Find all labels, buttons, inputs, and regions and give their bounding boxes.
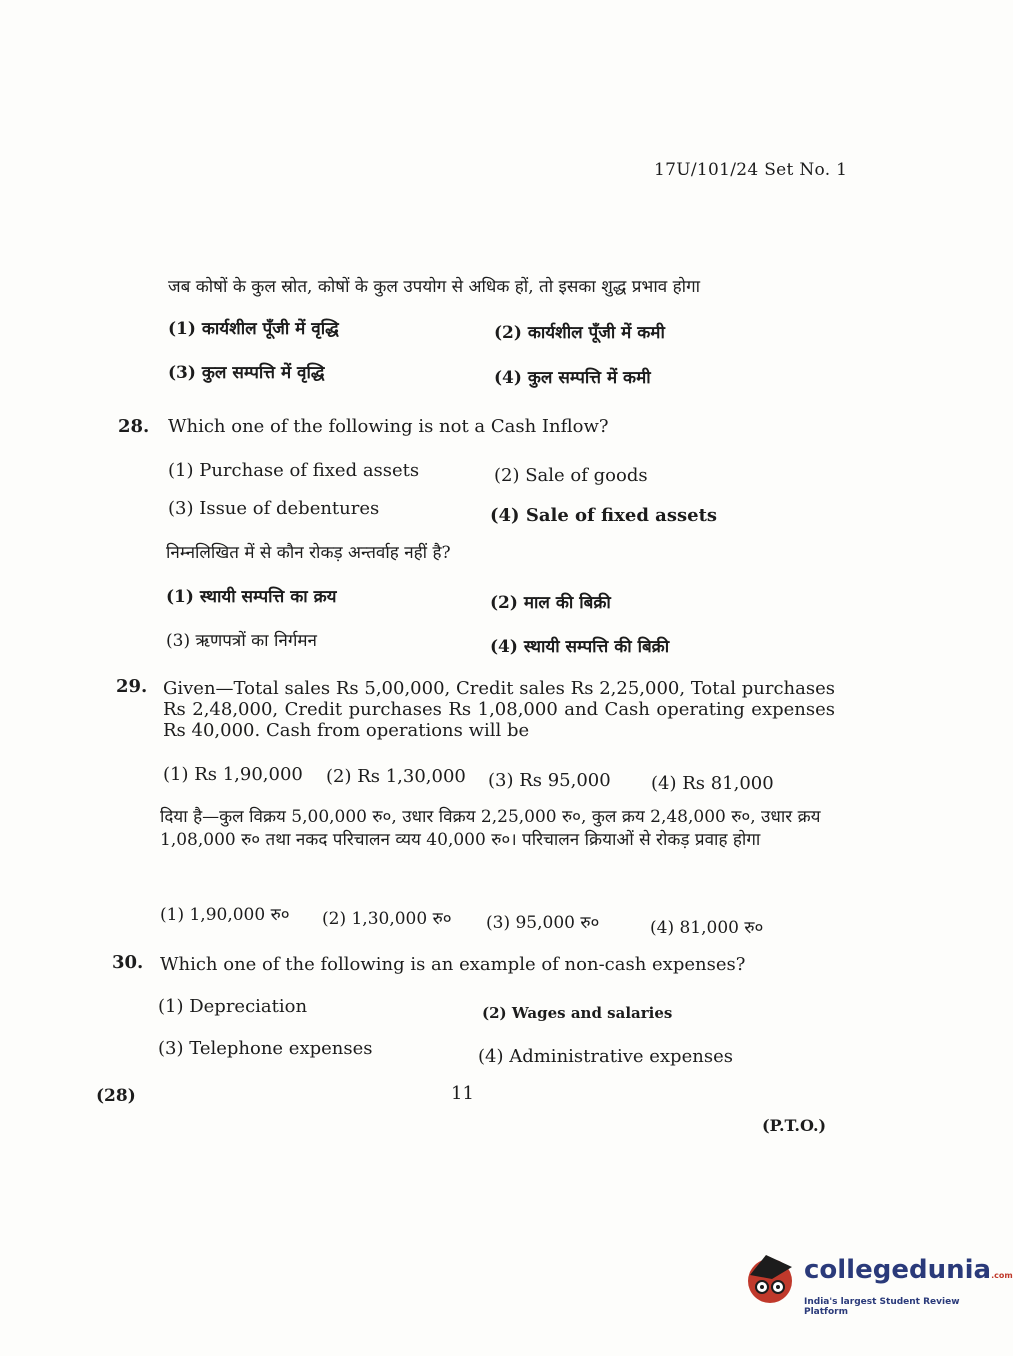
q27-option-3: (3) कुल सम्पत्ति में वृद्धि	[168, 363, 325, 383]
q30-option-2: (2) Wages and salaries	[482, 1004, 673, 1022]
q29-option-1-hindi: (1) 1,90,000 रु०	[160, 905, 290, 925]
q29-number: 29.	[116, 676, 148, 697]
q27-stem-hindi: जब कोषों के कुल स्रोत, कोषों के कुल उपयोग से अधिक हों, तो इसका शुद्ध प्रभाव होगा	[168, 277, 701, 297]
q28-option-1: (1) Purchase of fixed assets	[168, 460, 420, 481]
q28-option-1-hindi: (1) स्थायी सम्पत्ति का क्रय	[166, 587, 337, 607]
q30-option-1: (1) Depreciation	[158, 996, 308, 1017]
q27-option-1: (1) कार्यशील पूँजी में वृद्धि	[168, 319, 339, 339]
q29-option-4: (4) Rs 81,000	[651, 773, 774, 794]
pto-label: (P.T.O.)	[762, 1116, 827, 1135]
q28-option-2: (2) Sale of goods	[494, 465, 648, 486]
watermark-brand-suffix: .com	[991, 1271, 1013, 1280]
q29-option-2: (2) Rs 1,30,000	[326, 766, 466, 787]
q28-stem-hindi: निम्नलिखित में से कौन रोकड़ अन्तर्वाह नहीं है?	[166, 543, 451, 563]
q29-stem-hindi: दिया है—कुल विक्रय 5,00,000 रु०, उधार विक्रय 2,25,000 रु०, कुल क्रय 2,48,000 रु०, उधार क्रय 1,08,000 रु० तथा नकद परिचालन व्यय 40,000 रु०। परिचालन क्रियाओं से रोकड़ प्रवाह होगा	[160, 807, 821, 850]
q29-stem: Given—Total sales Rs 5,00,000, Credit sales Rs 2,25,000, Total purchases Rs 2,48,000, Credit purchases Rs 1,08,000 and Cash operating expenses Rs 40,000. Cash from operations will be	[163, 678, 835, 741]
q28-option-3-hindi: (3) ऋणपत्रों का निर्गमन	[166, 631, 317, 651]
watermark-brand	[804, 1255, 1013, 1285]
watermark-brand-name: collegedunia	[804, 1255, 992, 1285]
q28-option-4-hindi: (4) स्थायी सम्पत्ति की बिक्री	[490, 637, 670, 657]
q29-option-3: (3) Rs 95,000	[488, 770, 611, 791]
q30-stem: Which one of the following is an example of non-cash expenses?	[160, 954, 746, 975]
q28-option-3: (3) Issue of debentures	[168, 498, 380, 519]
q30-option-4: (4) Administrative expenses	[478, 1046, 733, 1067]
paper-code: 17U/101/24 Set No. 1	[654, 160, 848, 180]
q27-option-4: (4) कुल सम्पत्ति में कमी	[494, 368, 651, 388]
q28-stem: Which one of the following is not a Cash Inflow?	[168, 416, 609, 437]
q29-option-3-hindi: (3) 95,000 रु०	[486, 913, 600, 933]
question-count: (28)	[96, 1086, 136, 1106]
q30-number: 30.	[112, 952, 144, 973]
q29-option-1: (1) Rs 1,90,000	[163, 764, 303, 785]
q27-option-2: (2) कार्यशील पूँजी में कमी	[494, 323, 665, 343]
q29-option-2-hindi: (2) 1,30,000 रु०	[322, 909, 452, 929]
q28-number: 28.	[118, 416, 150, 437]
q28-option-4: (4) Sale of fixed assets	[490, 505, 718, 526]
watermark-tagline: India's largest Student Review Platform	[804, 1297, 960, 1317]
q29-option-4-hindi: (4) 81,000 रु०	[650, 918, 764, 938]
q30-option-3: (3) Telephone expenses	[158, 1038, 373, 1059]
q28-option-2-hindi: (2) माल की बिक्री	[490, 593, 611, 613]
page-number: 11	[451, 1083, 474, 1104]
